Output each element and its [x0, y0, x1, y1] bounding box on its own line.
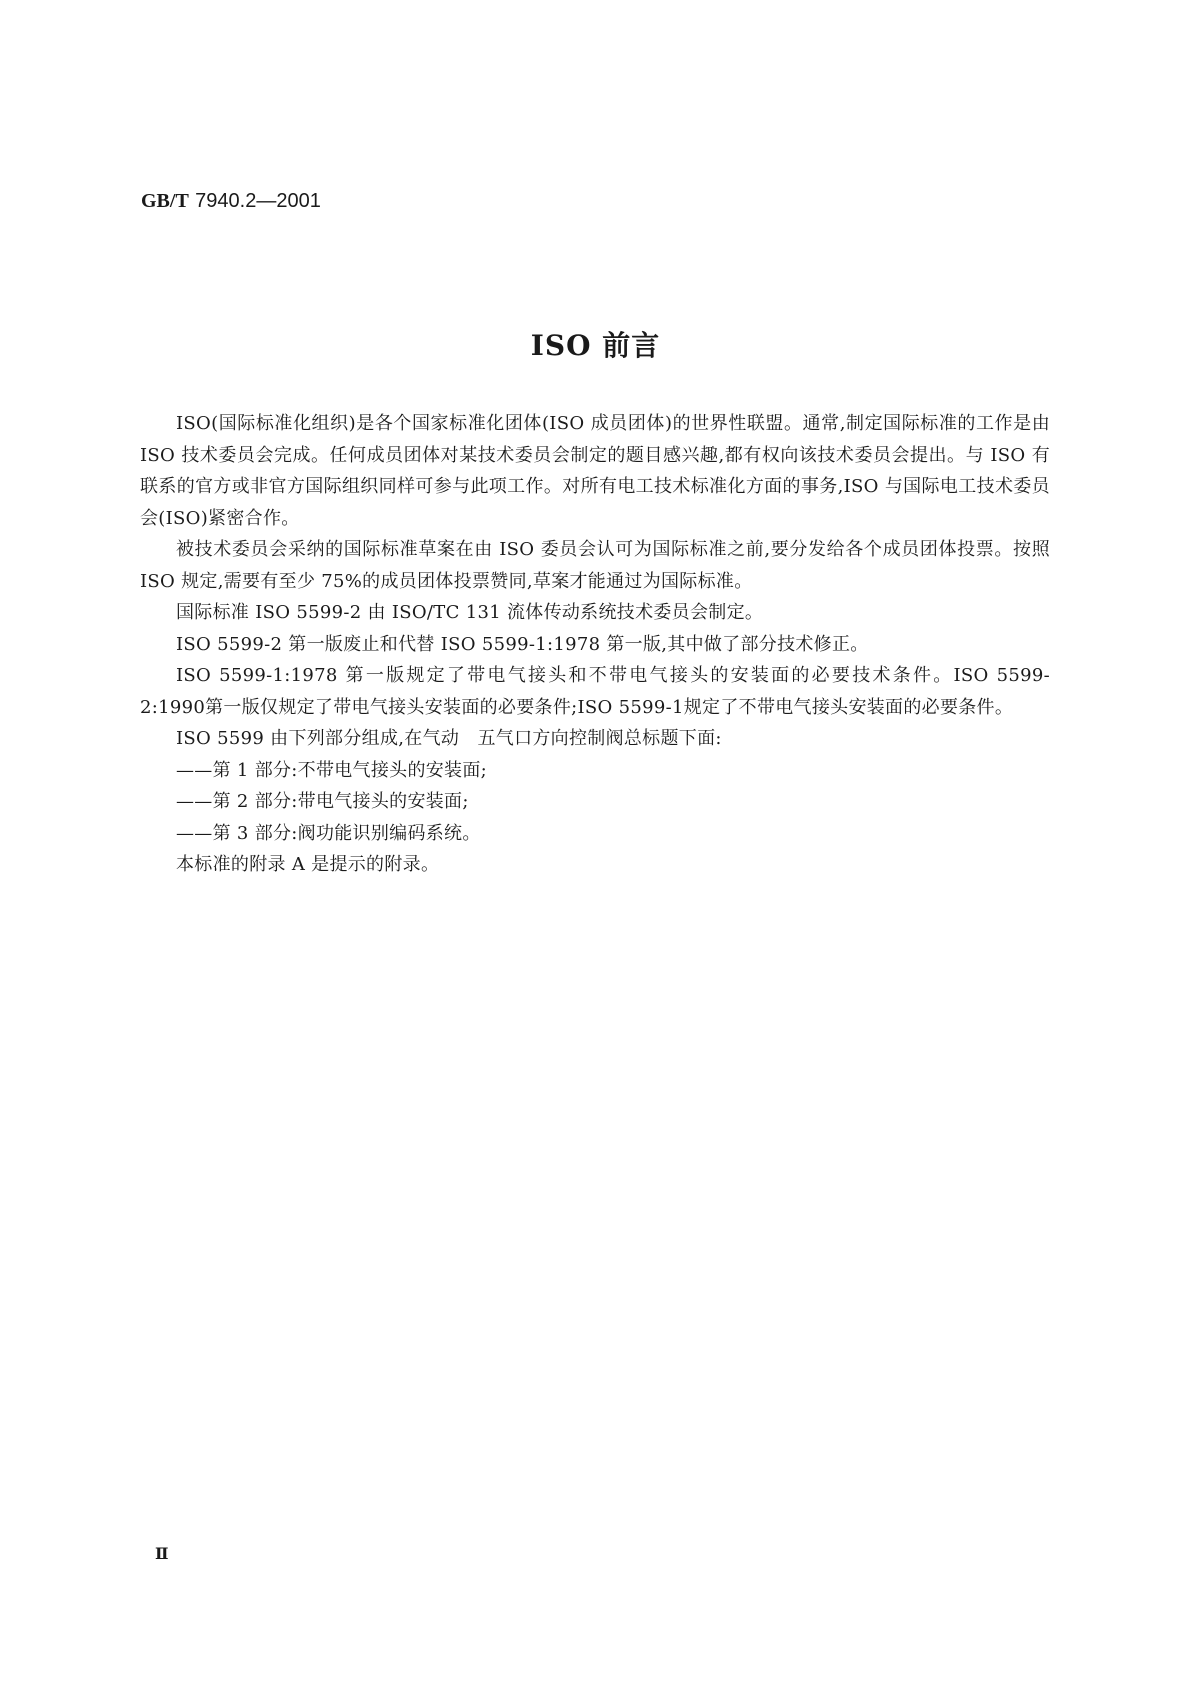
paragraph-edition: ISO 5599-2 第一版废止和代替 ISO 5599-1:1978 第一版,其中做了部分技术修正。 — [176, 633, 869, 655]
page-title: ISO 前言 — [530, 329, 661, 362]
paragraph-prepared-by: 国际标准 ISO 5599-2 由 ISO/TC 131 流体传动系统技术委员会制定。 — [176, 602, 764, 623]
foreword-body — [140, 408, 1050, 881]
paragraph-annex-note: 本标准的附录 A 是提示的附录。 — [176, 854, 440, 875]
list-item: ——第 1 部分:不带电气接头的安装面; — [176, 759, 488, 781]
standard-number: 7940.2—2001 — [195, 190, 321, 212]
standard-prefix: GB/T — [141, 190, 189, 212]
page-number: Ⅱ — [155, 1544, 169, 1563]
list-item: ——第 3 部分:阀功能识别编码系统。 — [176, 822, 481, 844]
paragraph-voting: 被技术委员会采纳的国际标准草案在由 ISO 委员会认可为国际标准之前,要分发给各个成员团体投票。按照 ISO 规定,需要有至少 75%的成员团体投票赞同,草案才能通过为国际标准。 — [140, 539, 1050, 592]
paragraph-iso-intro: ISO(国际标准化组织)是各个国家标准化团体(ISO 成员团体)的世界性联盟。通常,制定国际标准的工作是由 ISO 技术委员会完成。任何成员团体对某技术委员会制定的题目感兴趣,都有权向该技术委员会提出。与 ISO 有联系的官方或非官方国际组织同样可参与此项工作。对所有电工技术标准化方面的事务,ISO 与国际电工技术委员会(ISO)紧密合作。 — [140, 413, 1050, 529]
list-item: ——第 2 部分:带电气接头的安装面; — [176, 791, 469, 812]
paragraph-specifications: ISO 5599-1:1978 第一版规定了带电气接头和不带电气接头的安装面的必要技术条件。ISO 5599-2:1990第一版仅规定了带电气接头安装面的必要条件;ISO 5599-1规定了不带电气接头安装面的必要条件。 — [140, 665, 1050, 718]
paragraph-parts-intro: ISO 5599 由下列部分组成,在气动 五气口方向控制阀总标题下面: — [176, 728, 722, 749]
standard-code — [141, 188, 321, 213]
